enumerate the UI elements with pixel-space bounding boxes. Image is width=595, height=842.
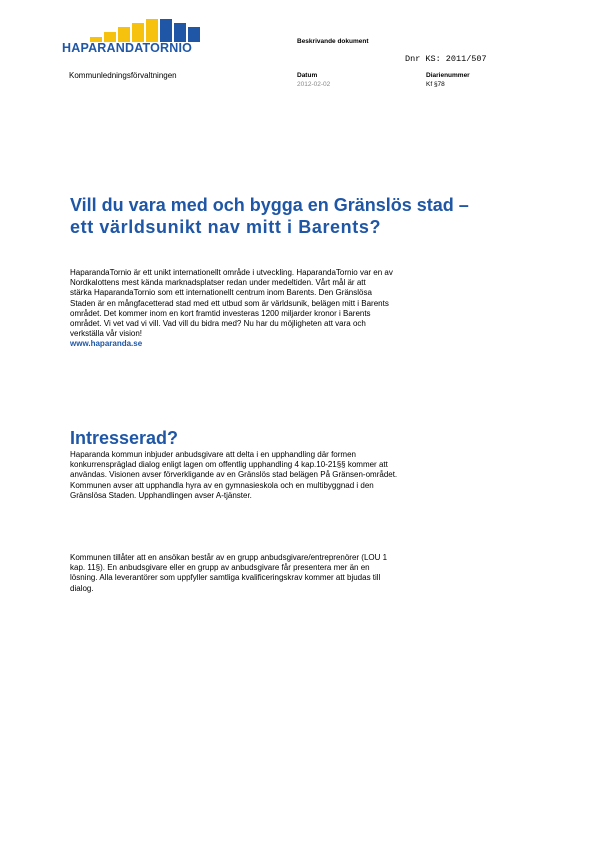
section2-paragraph-2 bbox=[70, 553, 530, 594]
logo-bar bbox=[188, 27, 200, 42]
logo-bar bbox=[160, 19, 172, 42]
logo-bar bbox=[118, 27, 130, 42]
paragraph-line: dialog. bbox=[70, 583, 94, 593]
paragraph-line: Kommunen avser att upphandla hyra av en gymnasieskola och en multibyggnad i den bbox=[70, 480, 374, 490]
logo-bars-graphic bbox=[90, 18, 220, 42]
paragraph-line: lösning. Alla leverantörer som uppfyller samtliga kvalificeringskrav kommer att bjudas till bbox=[70, 573, 381, 583]
date-value: 2012-02-02 bbox=[297, 81, 331, 88]
paragraph-line: Gränslösa Staden. Upphandlingen avser A-tjänster. bbox=[70, 490, 252, 500]
document-type: Beskrivande dokument bbox=[297, 38, 369, 45]
intro-line: stärka HaparandaTornio som ett internationellt centrum inom Barents. Den Gränslösa bbox=[70, 288, 372, 298]
paragraph-line: kap. 11§). En anbudsgivare eller en grupp av anbudsgivare får presentera mer än en bbox=[70, 563, 370, 573]
section2-paragraph-1 bbox=[70, 450, 530, 501]
intro-paragraph bbox=[70, 268, 530, 350]
intro-line: Nordkalottens mest kända marknadsplatser redan under medeltiden. Vårt mål är att bbox=[70, 278, 366, 288]
intro-line: verkställa vår vision! bbox=[70, 329, 143, 339]
logo-bar bbox=[174, 23, 186, 42]
title-line-1: Vill du vara med och bygga en Gränslös stad – bbox=[70, 195, 469, 215]
page-title bbox=[70, 194, 540, 238]
date-label: Datum bbox=[297, 72, 318, 79]
logo-bar bbox=[146, 19, 158, 42]
department-name: Kommunledningsförvaltningen bbox=[69, 71, 177, 80]
paragraph-line: Kommunen tillåter att en ansökan består av en grupp anbudsgivare/entreprenörer (LOU 1 bbox=[70, 553, 388, 562]
paragraph-line: konkurrenspräglad dialog enligt lagen om offentlig upphandling 4 kap.10-21§§ kommer att bbox=[70, 460, 388, 470]
intro-line: HaparandaTornio är ett unikt internationellt område i utveckling. HaparandaTornio var en av bbox=[70, 268, 393, 277]
diary-number-label: Diarienummer bbox=[426, 72, 470, 79]
paragraph-line: Haparanda kommun inbjuder anbudsgivare att delta i en upphandling där formen bbox=[70, 450, 356, 459]
diary-number-value: Kf §78 bbox=[426, 81, 445, 88]
intro-line: området. Det kommer inom en kort framtid investeras 1200 miljarder kronor i Barents bbox=[70, 308, 371, 318]
haparandatornio-logo bbox=[60, 18, 220, 60]
paragraph-line: användas. Visionen avser förverkligande av en Gränslös stad belägen På Gränsen-området. bbox=[70, 470, 398, 480]
website-link[interactable]: www.haparanda.se bbox=[70, 339, 143, 349]
case-number: Dnr KS: 2011/507 bbox=[405, 54, 487, 64]
intro-line: området. Vi vet vad vi vill. Vad vill du bidra med? Nu har du möjligheten att vara och bbox=[70, 319, 366, 329]
logo-bar bbox=[132, 23, 144, 42]
section-title-intresserad: Intresserad? bbox=[70, 428, 179, 448]
title-line-2: ett världsunikt nav mitt i Barents? bbox=[70, 217, 382, 237]
logo-wordmark: HAPARANDATORNIO bbox=[62, 41, 193, 55]
intro-line: Staden är en mångfacetterad stad med ett utbud som är världsunik, belägen mitt i Barents bbox=[70, 298, 389, 308]
